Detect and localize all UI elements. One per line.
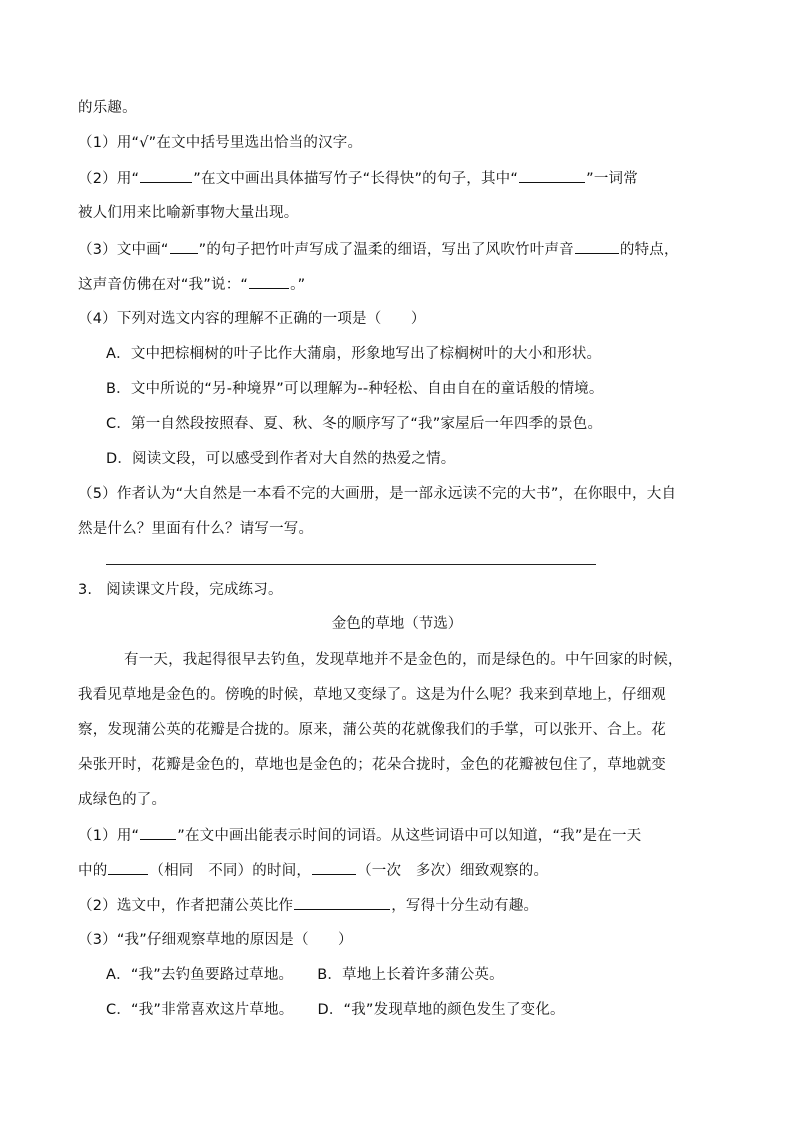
passage-line: 我看见草地是金色的。傍晚的时候，草地又变绿了。这是为什么呢？我来到草地上，仔细观 (78, 687, 666, 703)
q2-item3-line2: 这声音仿佛在对“我”说：“ 。” (78, 274, 305, 295)
q3-option-c[interactable]: C．“我”非常喜欢这片草地。 (106, 1002, 294, 1018)
answer-blank[interactable] (108, 860, 148, 875)
q2-item4-option-b[interactable]: B．文中所说的“另-种境界”可以理解为--种轻松、自由自在的童话般的情境。 (106, 381, 604, 397)
q3-item3-options-row1 (106, 965, 504, 985)
q3-item1-line2: 中的 （相同 不同）的时间， （一次 多次）细致观察的。 (78, 860, 548, 881)
answer-line[interactable] (106, 564, 596, 565)
q2-item4-option-c[interactable]: C．第一自然段按照春、夏、秋、冬的顺序写了“我”家屋后一年四季的景色。 (106, 416, 603, 432)
answer-blank[interactable] (312, 860, 356, 875)
q3-item1-line1: （1）用“ ”在文中画出能表示时间的词语。从这些词语中可以知道，“我”是在一天 (78, 825, 641, 846)
q2-item2-line2: 被人们用来比喻新事物大量出现。 (78, 205, 299, 221)
q3-option-a[interactable]: A．“我”去钓鱼要路过草地。 (106, 967, 294, 983)
q2-item4-stem: （4）下列对选文内容的理解不正确的一项是（ ） (78, 311, 426, 327)
answer-blank[interactable] (140, 825, 176, 840)
q3-option-b[interactable]: B．草地上长着许多蒲公英。 (317, 967, 504, 983)
q2-item1: （1）用“√”在文中括号里选出恰当的汉字。 (78, 135, 363, 151)
q2-item5-line1: （5）作者认为“大自然是一本看不完的大画册，是一部永远读不完的大书”，在你眼中，大自 (78, 486, 677, 502)
q2-item4-option-d[interactable]: D．阅读文段，可以感受到作者对大自然的热爱之情。 (106, 451, 456, 467)
q2-item2-line1: （2）用“ ”在文中画出具体描写竹子“长得快”的句子，其中“ ”一词常 (78, 168, 638, 189)
passage-line: 察，发现蒲公英的花瓣是合拢的。原来，蒲公英的花就像我们的手掌，可以张开、合上。花 (78, 722, 666, 738)
answer-blank[interactable] (140, 168, 192, 183)
answer-blank[interactable] (249, 274, 289, 289)
answer-blank[interactable] (170, 239, 198, 254)
passage-line: 成绿色的了。 (78, 792, 167, 808)
q3-option-d[interactable]: D．“我”发现草地的颜色发生了变化。 (317, 1002, 565, 1018)
q2-item3-line1: （3）文中画“ ”的句子把竹叶声写成了温柔的细语，写出了风吹竹叶声音 的特点， (78, 239, 679, 260)
q3-item3-options-row2 (106, 1000, 565, 1020)
question-instruction: 阅读课文片段，完成练习。 (106, 582, 283, 598)
answer-blank[interactable] (294, 895, 390, 910)
passage-line: 有一天，我起得很早去钓鱼，发现草地并不是金色的，而是绿色的。中午回家的时候， (124, 652, 683, 668)
passage-line: 朵张开时，花瓣是金色的，草地也是金色的；花朵合拢时，金色的花瓣被包住了，草地就变 (78, 757, 666, 773)
q2-item5-line2: 然是什么？里面有什么？请写一写。 (78, 521, 314, 537)
passage-tail: 的乐趣。 (78, 100, 137, 116)
q2-item4-option-a[interactable]: A．文中把棕榈树的叶子比作大蒲扇，形象地写出了棕榈树叶的大小和形状。 (106, 346, 602, 362)
answer-blank[interactable] (575, 239, 619, 254)
q3-item2: （2）选文中，作者把蒲公英比作 ，写得十分生动有趣。 (78, 895, 538, 916)
question-number: 3. (78, 582, 93, 598)
question-3-header (78, 580, 283, 600)
q3-item3-stem: （3）“我”仔细观察草地的原因是（ ） (78, 932, 353, 948)
passage-title: 金色的草地（节选） (331, 616, 463, 632)
answer-blank[interactable] (519, 168, 585, 183)
